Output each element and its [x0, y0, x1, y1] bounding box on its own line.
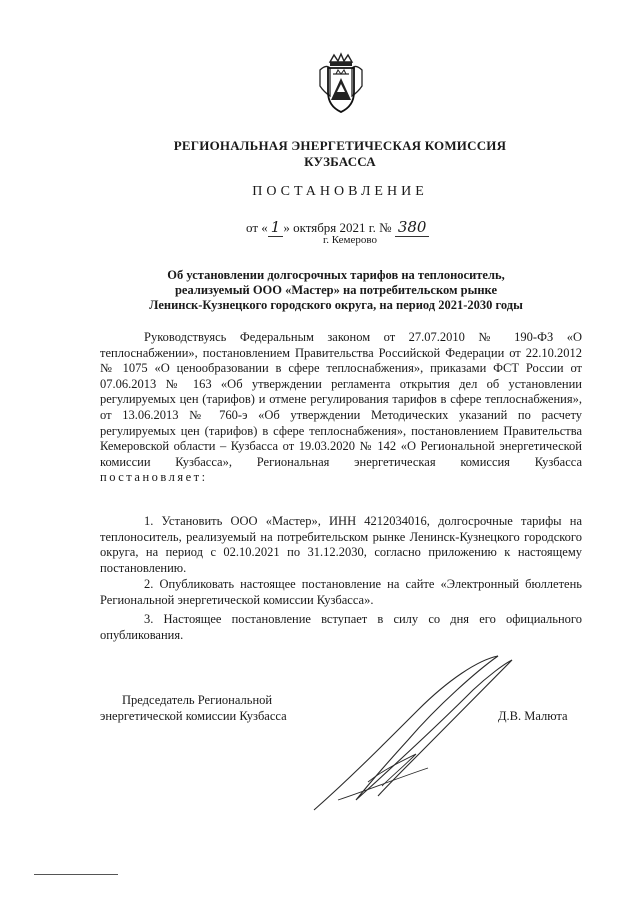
decree-item-1: 1. Установить ООО «Мастер», ИНН 4212034016, долгосрочные тарифы на теплоноситель, реализуемый на потребительском рынке Ленинск-Кузнецкого городского округа, на период с 02.10.2021 по 31.12.2030, согласно приложению к настоящему постановлению.: [100, 514, 582, 575]
signatory-position-line2: энергетической комиссии Кузбасса: [100, 708, 287, 723]
decree-item-2: 2. Опубликовать настоящее постановление на сайте «Электронный бюллетень Региональной энергетической комиссии Кузбасса».: [100, 577, 582, 607]
document-title-line1: Об установлении долгосрочных тарифов на теплоноситель,: [167, 268, 505, 282]
issuer-title-line2: КУЗБАССА: [304, 154, 376, 169]
decree-item-3: 3. Настоящее постановление вступает в силу со дня его официального опубликования.: [100, 612, 582, 642]
document-number: 380: [395, 218, 430, 237]
document-type: ПОСТАНОВЛЕНИЕ: [252, 184, 428, 199]
document-title-line2: реализуемый ООО «Мастер» на потребительском рынке: [174, 283, 497, 297]
preamble-paragraph: [100, 330, 582, 486]
document-city: г. Кемерово: [322, 234, 378, 246]
coat-of-arms-emblem: [316, 52, 366, 116]
handwritten-signature: [308, 650, 518, 820]
date-day: 1: [268, 218, 284, 237]
signatory-position-line1: Председатель Региональной: [122, 693, 273, 707]
footer-rule: [34, 874, 118, 875]
date-middle: » октября 2021 г. №: [283, 220, 392, 235]
date-prefix: от «: [246, 220, 268, 235]
signatory-name: Д.В. Малюта: [498, 709, 568, 723]
signatory-position: [100, 693, 287, 724]
issuer-title-line1: РЕГИОНАЛЬНАЯ ЭНЕРГЕТИЧЕСКАЯ КОМИССИЯ: [173, 138, 507, 153]
decree-word: постановляет:: [100, 470, 208, 485]
document-title-line3: Ленинск-Кузнецкого городского округа, на период 2021-2030 годы: [149, 298, 523, 312]
preamble-text: Руководствуясь Федеральным законом от 27.07.2010 № 190-ФЗ «О теплоснабжении», постановлением Правительства Российской Федерации от 22.10.2012 № 1075 «О ценообразовании в сфере теплоснабжения», приказами ФСТ России от 07.06.2013 № 163 «Об утверждении регламента открытия дел об установлении регулируемых цен (тарифов) и отмене регулирования тарифов в сфере теплоснабжения», от 13.06.2013 № 760-э «Об утверждении Методических указаний по расчету регулируемых цен (тарифов) в сфере теплоснабжения», постановлением Правительства Кемеровской области – Кузбасса от 19.03.2020 № 142 «О Региональной энергетической комиссии Кузбасса», Региональная энергетическая комиссия Кузбасса: [100, 330, 582, 469]
